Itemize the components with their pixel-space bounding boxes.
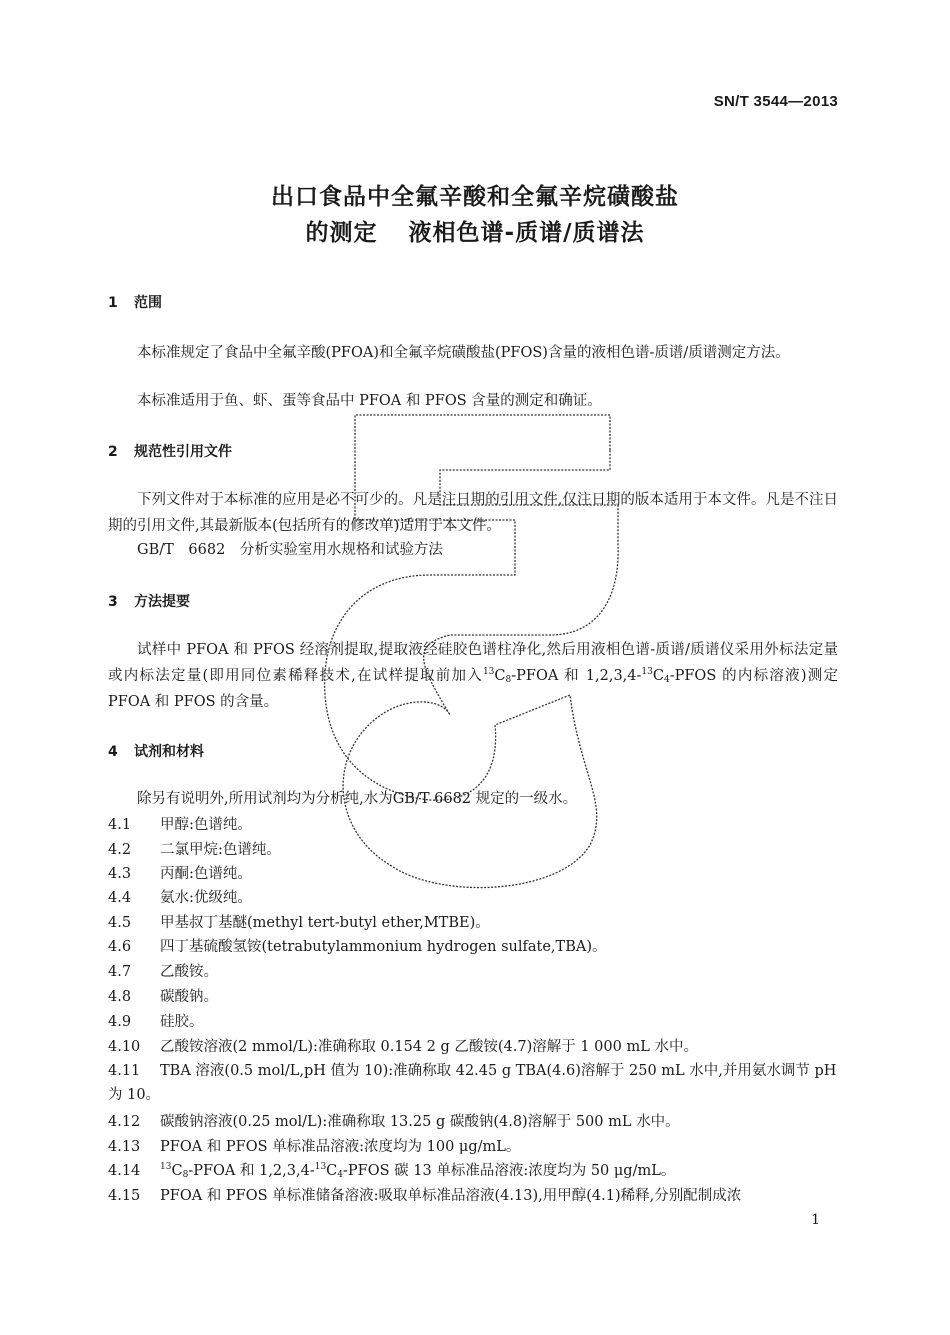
- item-number: 4.7: [108, 964, 132, 980]
- list-item: [108, 886, 838, 910]
- subscript: 8: [505, 675, 512, 685]
- item-text: 甲醇:色谱纯。: [160, 817, 252, 833]
- item-text: 乙酸铵溶液(2 mmol/L):准确称取 0.154 2 g 乙酸铵(4.7)溶解于 1 000 mL 水中。: [160, 1039, 698, 1055]
- item-text: C: [326, 1163, 338, 1179]
- item-text: -PFOA 和 1,2,3,4-: [188, 1163, 315, 1179]
- list-item: [108, 1035, 838, 1059]
- subscript: 8: [182, 1170, 189, 1180]
- section-3-heading: [108, 591, 190, 611]
- item-text: 碳酸钠。: [160, 989, 218, 1005]
- list-item: [108, 935, 838, 959]
- standard-number: SN/T 3544—2013: [713, 93, 838, 110]
- item-number: 4.14: [108, 1163, 141, 1179]
- text-run: 试样中 PFOA 和 PFOS 经溶剂提取,提取液经硅胶色谱柱净化,然后用液相色谱-质谱/质谱仪采用外标法定量或内标法定量(即用同位素稀释技术,在试样提取前加入: [108, 642, 838, 684]
- section-title: 规范性引用文件: [134, 444, 232, 460]
- list-item: [108, 1135, 838, 1159]
- item-text: PFOA 和 PFOS 单标准储备溶液:吸取单标准品溶液(4.13),用甲醇(4.1)稀释,分别配制成浓: [160, 1188, 742, 1204]
- superscript: 13: [482, 667, 495, 677]
- item-number: 4.4: [108, 890, 132, 906]
- item-text: 丙酮:色谱纯。: [160, 866, 252, 882]
- item-number: 4.3: [108, 866, 132, 882]
- item-number: 4.9: [108, 1014, 132, 1030]
- item-number: 4.12: [108, 1114, 141, 1130]
- superscript: 13: [641, 667, 653, 677]
- item-text: 硅胶。: [160, 1014, 204, 1030]
- list-item: [108, 960, 838, 984]
- section-number: 2: [108, 444, 118, 460]
- item-number: 4.6: [108, 939, 132, 955]
- item-text: TBA 溶液(0.5 mol/L,pH 值为 10):准确称取 42.45 g TBA(4.6)溶解于 250 mL 水中,并用氨水调节 pH 为 10。: [108, 1063, 837, 1103]
- list-item: [108, 862, 838, 886]
- document-title-line2: 的测定 液相色谱-质谱/质谱法: [305, 220, 645, 246]
- item-number: 4.2: [108, 842, 132, 858]
- item-text: C: [171, 1163, 183, 1179]
- text-run: -PFOA 和 1,2,3,4-: [511, 668, 642, 684]
- subscript: 4: [337, 1170, 344, 1180]
- list-item: [108, 985, 838, 1009]
- document-title-line1: 出口食品中全氟辛酸和全氟辛烷磺酸盐: [271, 184, 679, 210]
- item-text: 四丁基硫酸氢铵(tetrabutylammonium hydrogen sulfate,TBA)。: [160, 939, 607, 955]
- section-title: 范围: [134, 295, 162, 311]
- item-text: -PFOS 碳 13 单标准品溶液:浓度均为 50 μg/mL。: [343, 1163, 676, 1179]
- item-text: 碳酸钠溶液(0.25 mol/L):准确称取 13.25 g 碳酸钠(4.8)溶解于 500 mL 水中。: [160, 1114, 680, 1130]
- section-number: 4: [108, 744, 118, 760]
- section-number: 3: [108, 594, 118, 610]
- section-1-paragraph-1: 本标准规定了食品中全氟辛酸(PFOA)和全氟辛烷磺酸盐(PFOS)含量的液相色谱-质谱/质谱测定方法。: [137, 345, 790, 361]
- item-text: 二氯甲烷:色谱纯。: [160, 842, 281, 858]
- item-text: 氨水:优级纯。: [160, 890, 252, 906]
- section-title: 试剂和材料: [134, 744, 204, 760]
- list-item: [108, 838, 838, 862]
- section-4-heading: [108, 741, 204, 761]
- item-number: 4.15: [108, 1188, 141, 1204]
- item-text: PFOA 和 PFOS 单标准品溶液:浓度均为 100 μg/mL。: [160, 1139, 521, 1155]
- item-text: 甲基叔丁基醚(methyl tert-butyl ether,MTBE)。: [160, 915, 490, 931]
- list-item: [108, 911, 838, 935]
- section-3-paragraph: [108, 637, 838, 715]
- list-item: [108, 1184, 838, 1208]
- section-2-heading: [108, 441, 232, 461]
- section-2-reference: GB/T 6682 分析实验室用水规格和试验方法: [137, 542, 443, 558]
- list-item: [108, 1110, 838, 1134]
- text-run: C: [652, 668, 664, 684]
- section-4-intro: 除另有说明外,所用试剂均为分析纯,水为GB/T 6682 规定的一级水。: [137, 791, 578, 807]
- item-text: 乙酸铵。: [160, 964, 218, 980]
- text-run: C: [494, 668, 506, 684]
- list-item: [108, 1059, 838, 1107]
- item-number: 4.13: [108, 1139, 141, 1155]
- text-run: -PFOS 的内标溶液)测定 PFOA 和 PFOS 的含量。: [108, 668, 839, 710]
- list-item: [108, 1159, 838, 1183]
- item-number: 4.8: [108, 989, 132, 1005]
- section-title: 方法提要: [134, 594, 190, 610]
- subscript: 4: [663, 675, 670, 685]
- item-number: 4.5: [108, 915, 132, 931]
- list-item: [108, 1010, 838, 1034]
- section-1-heading: [108, 292, 162, 312]
- section-2-paragraph-1: 下列文件对于本标准的应用是必不可少的。凡是注日期的引用文件,仅注日期的版本适用于本文件。凡是不注日期的引用文件,其最新版本(包括所有的修改单)适用于本文件。: [108, 492, 838, 534]
- superscript: 13: [314, 1162, 327, 1172]
- section-number: 1: [108, 295, 118, 311]
- item-number: 4.1: [108, 817, 132, 833]
- superscript: 13: [160, 1162, 172, 1172]
- page-number: 1: [811, 1212, 820, 1228]
- list-item: [108, 813, 838, 837]
- section-1-paragraph-2: 本标准适用于鱼、虾、蛋等食品中 PFOA 和 PFOS 含量的测定和确证。: [137, 393, 602, 409]
- item-number: 4.11: [108, 1063, 141, 1079]
- item-number: 4.10: [108, 1039, 141, 1055]
